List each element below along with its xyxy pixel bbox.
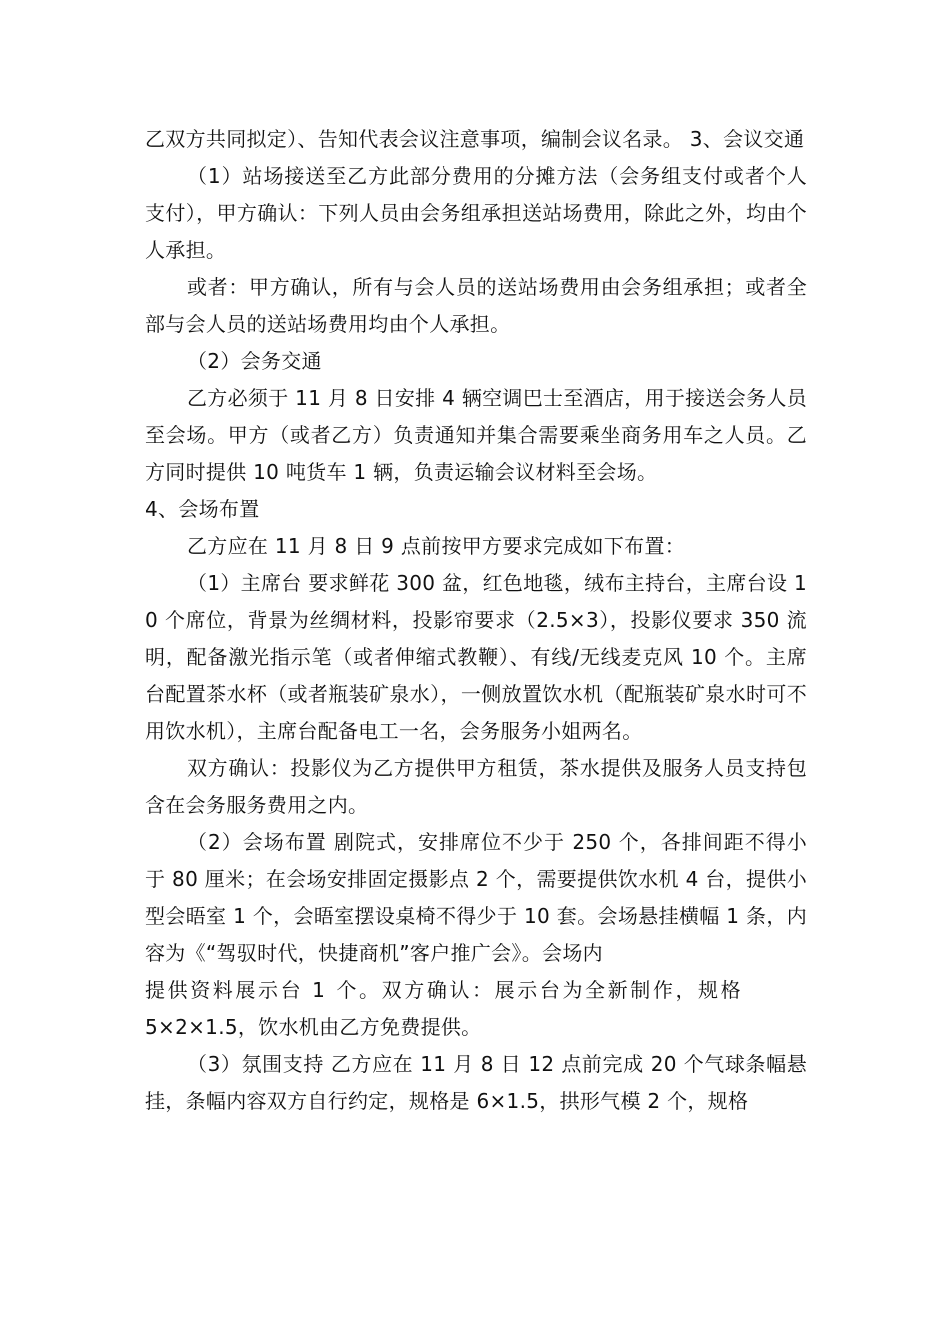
- paragraph-1: 乙双方共同拟定）、告知代表会议注意事项，编制会议名录。 3、会议交通: [145, 127, 805, 151]
- paragraph-4: （2）会务交通: [187, 349, 322, 373]
- paragraph-9: （2）会场布置 剧院式，安排席位不少于 250 个，各排间距不得小于 80 厘米；在会场安排固定摄影点 2 个，需要提供饮水机 4 台，提供小型会晤室 1 个，会晤室摆设桌椅不得少于 10 套。会场悬挂横幅 1 条，内容为《“驾驭时代，快捷商机”客户推广会》。会场内: [145, 830, 807, 965]
- paragraph-11: 5×2×1.5，饮水机由乙方免费提供。: [145, 1015, 482, 1039]
- paragraph-8: 双方确认：投影仪为乙方提供甲方租赁，茶水提供及服务人员支持包含在会务服务费用之内。: [145, 756, 807, 817]
- paragraph-5: 乙方必须于 11 月 8 日安排 4 辆空调巴士至酒店，用于接送会务人员至会场。甲方（或者乙方）负责通知并集合需要乘坐商务用车之人员。乙方同时提供 10 吨货车 1 辆，负责运输会议材料至会场。: [145, 386, 807, 484]
- section-heading-4: 4、会场布置: [145, 497, 260, 521]
- document-body: [145, 121, 807, 1120]
- paragraph-3: 或者：甲方确认，所有与会人员的送站场费用由会务组承担；或者全部与会人员的送站场费用均由个人承担。: [145, 275, 807, 336]
- paragraph-12: （3）氛围支持 乙方应在 11 月 8 日 12 点前完成 20 个气球条幅悬挂，条幅内容双方自行约定，规格是 6×1.5，拱形气模 2 个，规格: [145, 1052, 807, 1113]
- paragraph-6: 乙方应在 11 月 8 日 9 点前按甲方要求完成如下布置：: [187, 534, 686, 558]
- paragraph-7: （1）主席台 要求鲜花 300 盆，红色地毯，绒布主持台，主席台设 10 个席位，背景为丝绸材料，投影帘要求（2.5×3），投影仪要求 350 流明，配备激光指示笔（或者伸缩式教鞭）、有线/无线麦克风 10 个。主席台配置茶水杯（或者瓶装矿泉水），一侧放置饮水机（配瓶装矿泉水时可不用饮水机），主席台配备电工一名，会务服务小姐两名。: [145, 571, 807, 743]
- paragraph-10: 提供资料展示台 1 个。双方确认：展示台为全新制作，规格: [145, 978, 744, 1002]
- paragraph-2: （1）站场接送至乙方此部分费用的分摊方法（会务组支付或者个人支付），甲方确认：下列人员由会务组承担送站场费用，除此之外，均由个人承担。: [145, 164, 807, 262]
